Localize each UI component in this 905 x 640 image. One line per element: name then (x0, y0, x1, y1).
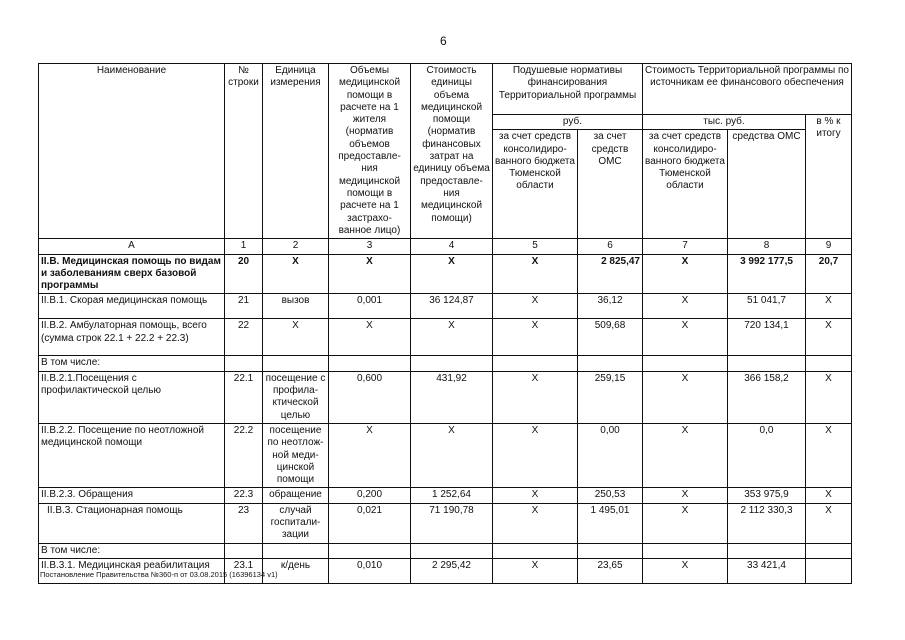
row-unit: обращение (263, 488, 329, 503)
row-pc-oms: 23,65 (578, 558, 643, 583)
row-unit: X (263, 254, 329, 294)
col-index: 3 (329, 239, 411, 254)
col-index: 9 (806, 239, 852, 254)
row-name: В том числе: (39, 543, 225, 558)
row-pc-budget: X (493, 371, 578, 423)
row-pc-budget: X (493, 254, 578, 294)
row-volume: 0,010 (329, 558, 411, 583)
row-tc-budget: X (643, 371, 728, 423)
row-line: 22 (225, 319, 263, 356)
row-line: 22.2 (225, 423, 263, 487)
header-pc-budget: за счет средств консолидиро-ванного бюджета Тюменской области (493, 130, 578, 239)
row-name: II.В.2.2. Посещение по неотложной медицинской помощи (39, 423, 225, 487)
row-volume: 0,600 (329, 371, 411, 423)
row-line: 23 (225, 503, 263, 543)
row-pc-oms: 36,12 (578, 294, 643, 319)
header-total-cost: Стоимость Территориальной программы по источникам ее финансового обеспечения (643, 64, 852, 115)
row-pc-oms: 509,68 (578, 319, 643, 356)
table-row (39, 371, 852, 423)
row-tc-budget: X (643, 319, 728, 356)
row-name: В том числе: (39, 356, 225, 371)
header-pc-oms: за счет средств ОМС (578, 130, 643, 239)
row-pc-budget: X (493, 558, 578, 583)
row-pc-budget: X (493, 319, 578, 356)
row-cost: 2 295,42 (411, 558, 493, 583)
financing-table (38, 63, 852, 584)
row-tc-budget: X (643, 558, 728, 583)
row-pc-oms: 259,15 (578, 371, 643, 423)
subheading-row (39, 356, 852, 371)
row-pct (806, 558, 852, 583)
row-tc-oms: 0,0 (728, 423, 806, 487)
row-pct: 20,7 (806, 254, 852, 294)
page-number: 6 (440, 34, 447, 48)
col-index: 1 (225, 239, 263, 254)
row-unit: вызов (263, 294, 329, 319)
header-rub: руб. (493, 115, 643, 130)
row-pct: X (806, 503, 852, 543)
row-cost: 431,92 (411, 371, 493, 423)
header-unit: Единица измерения (263, 64, 329, 239)
col-index: А (39, 239, 225, 254)
table-row (39, 294, 852, 319)
row-name: II.В.1. Скорая медицинская помощь (39, 294, 225, 319)
row-name: II.В.3. Стационарная помощь (39, 503, 225, 543)
row-volume: X (329, 319, 411, 356)
row-pc-budget: X (493, 423, 578, 487)
row-line: 22.1 (225, 371, 263, 423)
row-tc-oms: 2 112 330,3 (728, 503, 806, 543)
row-tc-budget: X (643, 423, 728, 487)
col-index: 6 (578, 239, 643, 254)
table-row (39, 254, 852, 294)
header-row-1 (39, 64, 852, 115)
row-pc-budget: X (493, 503, 578, 543)
row-tc-budget: X (643, 254, 728, 294)
footnote: Постановление Правительства №360-п от 03.08.2015 (16396134 v1) (40, 570, 278, 579)
row-volume: 0,001 (329, 294, 411, 319)
row-unit: посещение по неотлож-ной меди-цинской помощи (263, 423, 329, 487)
row-cost: X (411, 319, 493, 356)
row-volume: 0,200 (329, 488, 411, 503)
row-volume: 0,021 (329, 503, 411, 543)
row-pct: X (806, 319, 852, 356)
column-index-row (39, 239, 852, 254)
row-tc-budget: X (643, 294, 728, 319)
header-thous-rub: тыс. руб. (643, 115, 806, 130)
col-index: 7 (643, 239, 728, 254)
row-tc-oms: 366 158,2 (728, 371, 806, 423)
subheading-row (39, 543, 852, 558)
row-cost: 36 124,87 (411, 294, 493, 319)
col-index: 8 (728, 239, 806, 254)
row-cost: X (411, 423, 493, 487)
row-cost: X (411, 254, 493, 294)
table-row (39, 488, 852, 503)
row-unit: к/день (263, 558, 329, 583)
row-pc-budget: X (493, 488, 578, 503)
row-tc-oms: 720 134,1 (728, 319, 806, 356)
row-name: II.В.2.3. Обращения (39, 488, 225, 503)
header-tc-oms: средства ОМС (728, 130, 806, 239)
row-volume: X (329, 423, 411, 487)
row-name: II.В.3.1. Медицинская реабилитация (39, 558, 225, 583)
row-tc-oms: 353 975,9 (728, 488, 806, 503)
header-volume: Объемы медицинской помощи в расчете на 1 жителя (норматив объемов предоставле-ния медицинской помощи в расчете на 1 застрахо-ванное лицо) (329, 64, 411, 239)
row-volume: X (329, 254, 411, 294)
table-row (39, 319, 852, 356)
row-pc-budget: X (493, 294, 578, 319)
col-index: 2 (263, 239, 329, 254)
header-cost: Стоимость единицы объема медицинской помощи (норматив финансовых затрат на единицу объема предоставле-ния медицинской помощи) (411, 64, 493, 239)
row-name: II.В. Медицинская помощь по видам и заболеваниям сверх базовой программы (39, 254, 225, 294)
row-cost: 71 190,78 (411, 503, 493, 543)
row-line: 22.3 (225, 488, 263, 503)
row-cost: 1 252,64 (411, 488, 493, 503)
row-unit: случай госпитали-зации (263, 503, 329, 543)
row-pc-oms: 1 495,01 (578, 503, 643, 543)
row-pc-oms: 2 825,47 (578, 254, 643, 294)
row-tc-oms: 51 041,7 (728, 294, 806, 319)
row-pct: X (806, 294, 852, 319)
row-pct: X (806, 371, 852, 423)
row-line: 20 (225, 254, 263, 294)
header-line-no: № строки (225, 64, 263, 239)
row-pct: X (806, 423, 852, 487)
row-pc-oms: 250,53 (578, 488, 643, 503)
header-name: Наименование (39, 64, 225, 239)
table-row (39, 423, 852, 487)
row-tc-oms: 33 421,4 (728, 558, 806, 583)
col-index: 5 (493, 239, 578, 254)
row-name: II.В.2.1.Посещения с профилактической целью (39, 371, 225, 423)
row-tc-budget: X (643, 488, 728, 503)
row-tc-budget: X (643, 503, 728, 543)
header-pct: в % к итогу (806, 115, 852, 239)
row-line: 23.1 (225, 558, 263, 583)
header-tc-budget: за счет средств консолидиро-ванного бюджета Тюменской области (643, 130, 728, 239)
row-unit: X (263, 319, 329, 356)
row-line: 21 (225, 294, 263, 319)
row-tc-oms: 3 992 177,5 (728, 254, 806, 294)
table-row (39, 503, 852, 543)
row-unit: посещение с профила-ктической целью (263, 371, 329, 423)
col-index: 4 (411, 239, 493, 254)
header-per-capita: Подушевые нормативы финансирования Территориальной программы (493, 64, 643, 115)
row-name: II.В.2. Амбулаторная помощь, всего (сумма строк 22.1 + 22.2 + 22.3) (39, 319, 225, 356)
row-pc-oms: 0,00 (578, 423, 643, 487)
row-pct: X (806, 488, 852, 503)
